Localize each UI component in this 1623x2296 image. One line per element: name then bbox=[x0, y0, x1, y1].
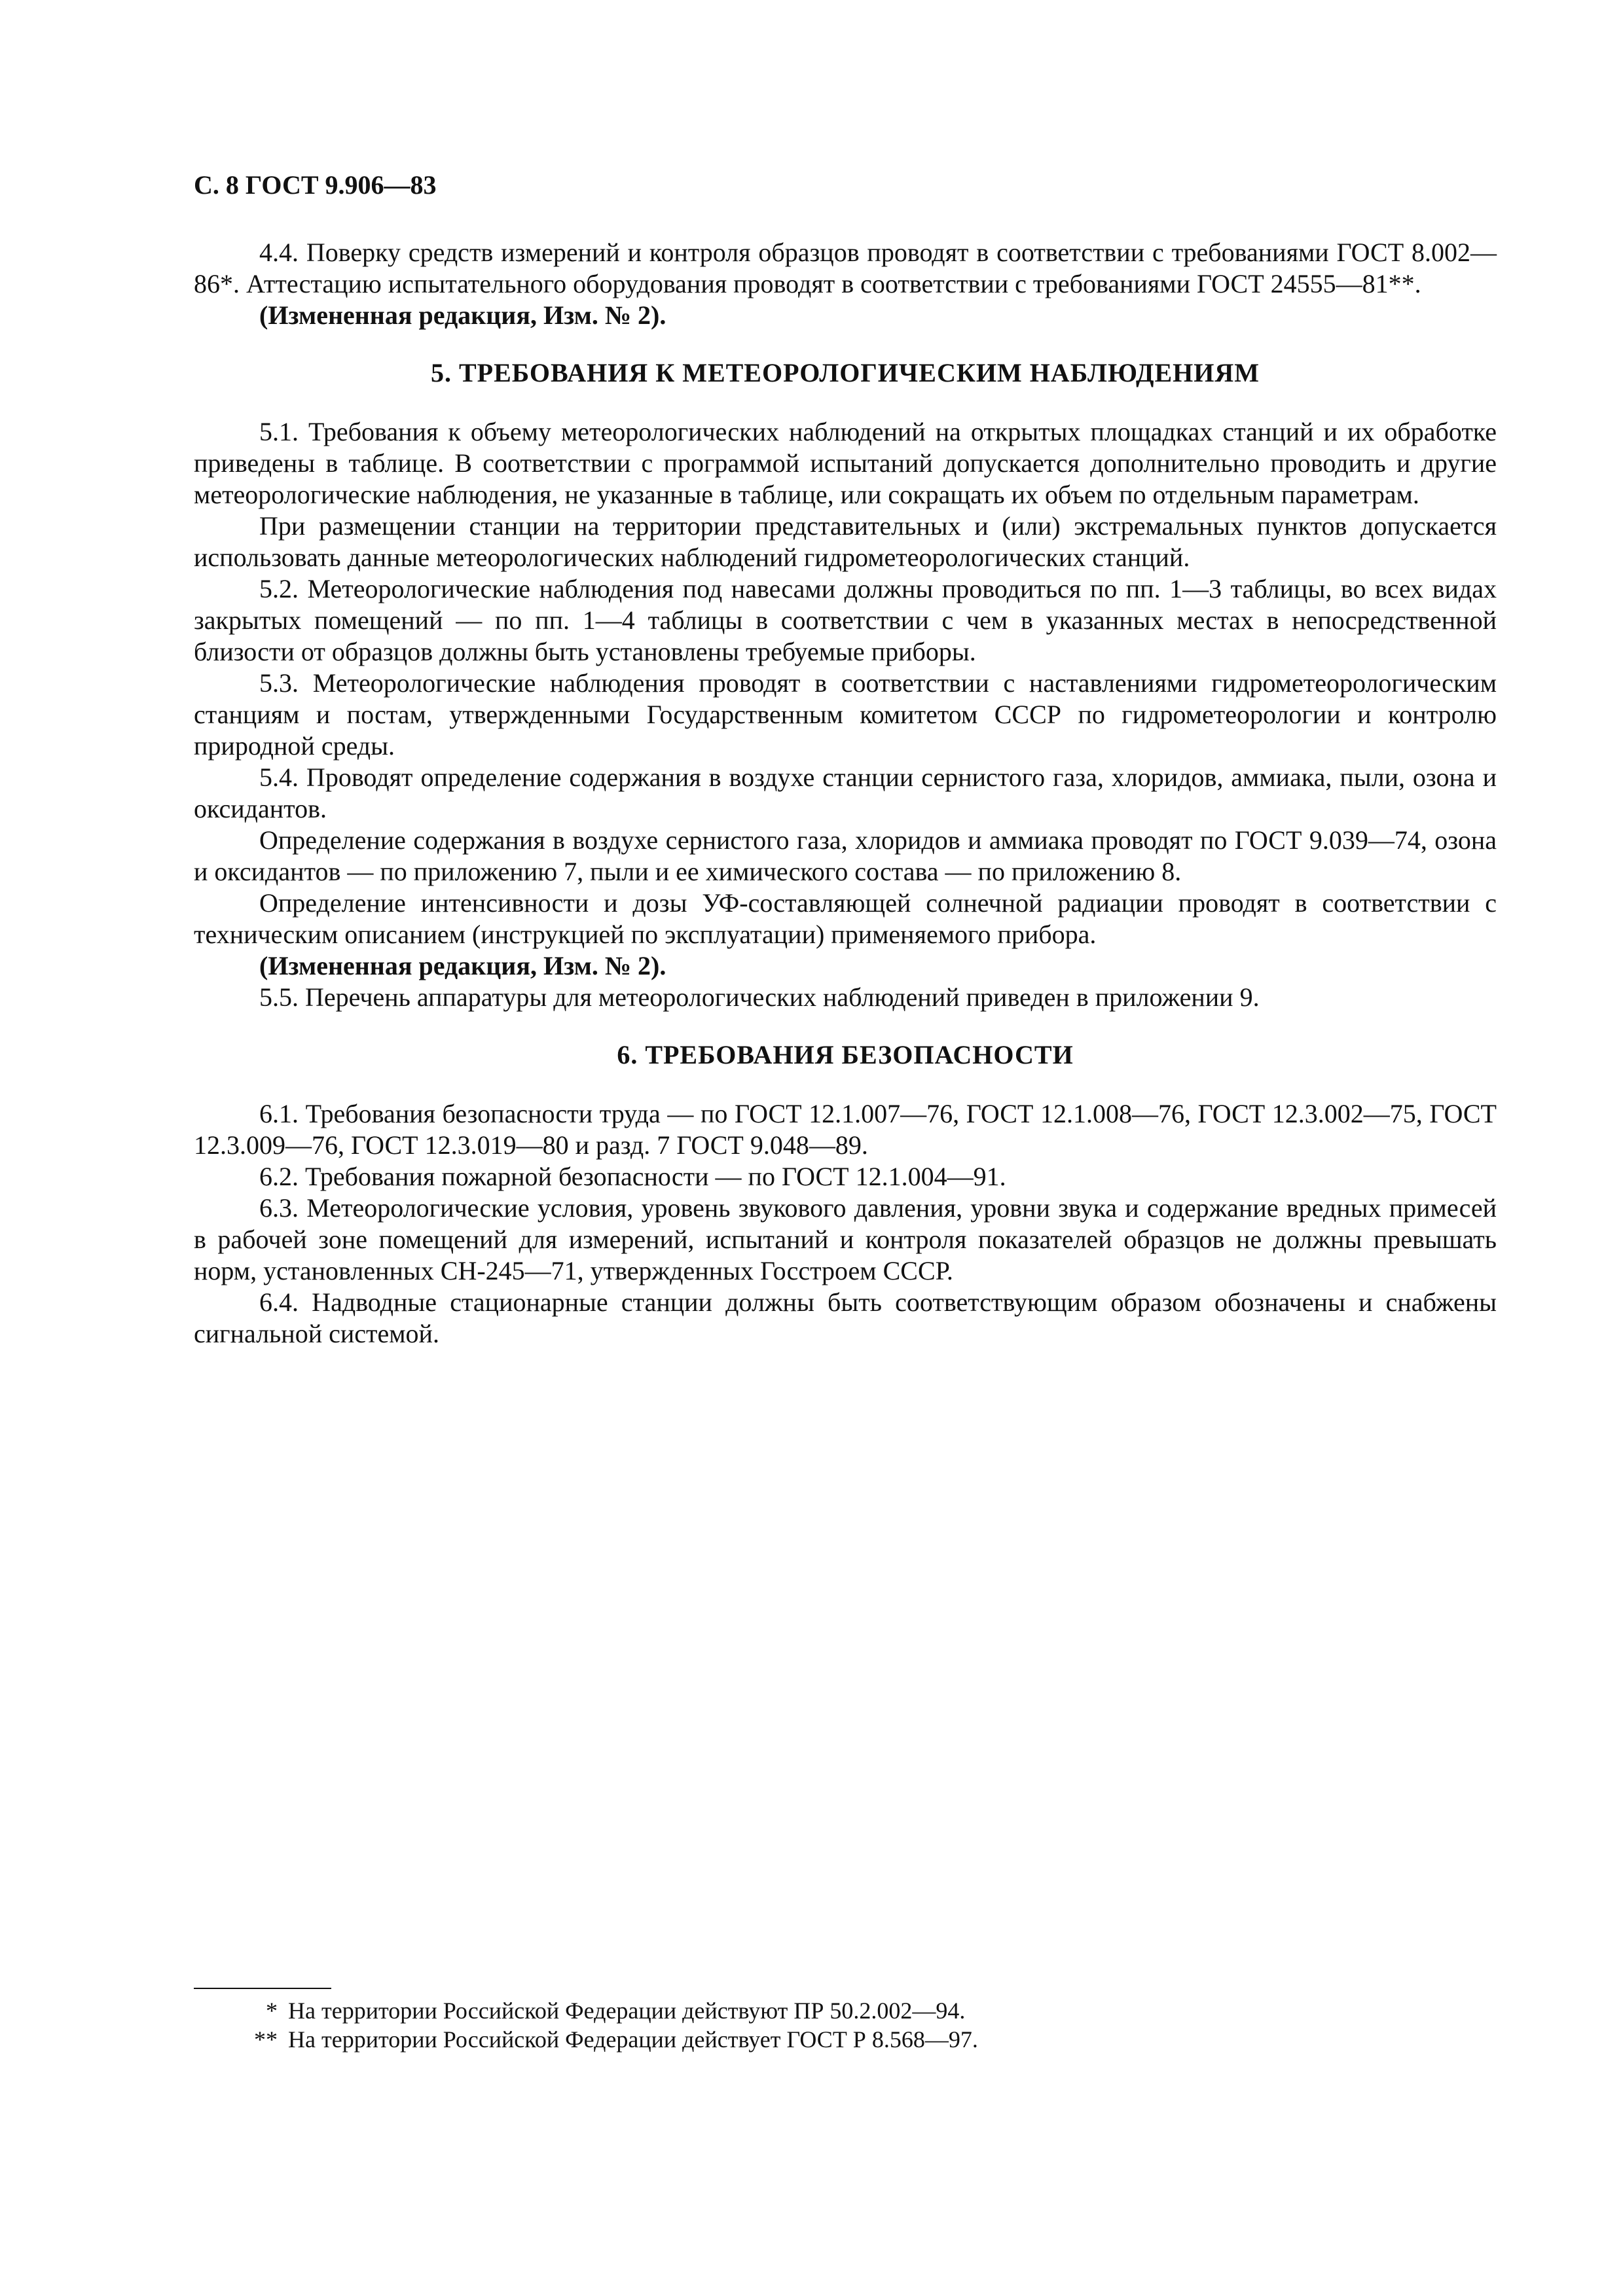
paragraph: Определение интенсивности и дозы УФ-составляющей солнечной радиации проводят в соответствии с техническим описанием (инструкцией по эксплуатации) применяемого прибора. bbox=[194, 888, 1497, 949]
paragraph: Определение содержания в воздухе сернистого газа, хлоридов и аммиака проводят по ГОСТ 9.039—74, озона и оксидантов — по приложению 7, пыли и ее химического состава — по приложению 8. bbox=[194, 825, 1497, 886]
footnote bbox=[194, 1996, 1307, 2025]
footnote-text: На территории Российской Федерации действуют ПР 50.2.002—94. bbox=[288, 1998, 966, 2024]
paragraph: 6.2. Требования пожарной безопасности — по ГОСТ 12.1.004—91. bbox=[259, 1162, 1006, 1191]
footnote-text: На территории Российской Федерации действует ГОСТ Р 8.568—97. bbox=[288, 2026, 978, 2053]
section-heading: 6. ТРЕБОВАНИЯ БЕЗОПАСНОСТИ bbox=[617, 1040, 1074, 1069]
footnotes bbox=[194, 1996, 1307, 2054]
paragraph: 5.2. Метеорологические наблюдения под навесами должны проводиться по пп. 1—3 таблицы, во всех видах закрытых помещений — по пп. 1—4 таблицы в соответствии с чем в указанных местах в непосредственной близости от образцов должны быть установлены требуемые приборы. bbox=[194, 574, 1497, 666]
section-heading: 5. ТРЕБОВАНИЯ К МЕТЕОРОЛОГИЧЕСКИМ НАБЛЮДЕНИЯМ bbox=[430, 358, 1260, 387]
paragraph: 6.4. Надводные стационарные станции должны быть соответствующим образом обозначены и снабжены сигнальной системой. bbox=[194, 1287, 1497, 1348]
paragraph: При размещении станции на территории представительных и (или) экстремальных пунктов допускается использовать данные метеорологических наблюдений гидрометеорологических станций. bbox=[194, 511, 1497, 572]
paragraph: 6.3. Метеорологические условия, уровень звукового давления, уровни звука и содержание вредных примесей в рабочей зоне помещений для измерений, испытаний и контроля показателей образцов не должны превышать норм, установленных СН-245—71, утвержденных Госстроем СССР. bbox=[194, 1193, 1497, 1285]
paragraph: 4.4. Поверку средств измерений и контроля образцов проводят в соответствии с требованиями ГОСТ 8.002—86*. Аттестацию испытательного оборудования проводят в соответствии с требованиями ГОСТ 24555—81**. bbox=[194, 238, 1497, 298]
footnote bbox=[194, 2025, 1307, 2054]
document-body bbox=[194, 237, 1497, 1350]
revision-note: (Измененная редакция, Изм. № 2). bbox=[259, 951, 666, 980]
paragraph: 5.3. Метеорологические наблюдения проводят в соответствии с наставлениями гидрометеорологическим станциям и постам, утвержденными Государственным комитетом СССР по гидрометеорологии и контролю природной среды. bbox=[194, 668, 1497, 761]
revision-note: (Измененная редакция, Изм. № 2). bbox=[259, 300, 666, 330]
paragraph: 5.5. Перечень аппаратуры для метеорологических наблюдений приведен в приложении 9. bbox=[259, 982, 1260, 1012]
paragraph: 5.1. Требования к объему метеорологических наблюдений на открытых площадках станций и их обработке приведены в таблице. В соответствии с программой испытаний допускается дополнительно проводить и другие метеорологические наблюдения, не указанные в таблице, или сокращать их объем по отдельным параметрам. bbox=[194, 417, 1497, 509]
footnote-divider bbox=[194, 1988, 331, 1989]
footnote-mark: * bbox=[266, 1998, 278, 2024]
page-header: С. 8 ГОСТ 9.906—83 bbox=[194, 170, 437, 200]
paragraph: 6.1. Требования безопасности труда — по ГОСТ 12.1.007—76, ГОСТ 12.1.008—76, ГОСТ 12.3.002—75, ГОСТ 12.3.009—76, ГОСТ 12.3.019—80 и разд. 7 ГОСТ 9.048—89. bbox=[194, 1099, 1497, 1160]
footnote-mark: ** bbox=[254, 2026, 278, 2053]
paragraph: 5.4. Проводят определение содержания в воздухе станции сернистого газа, хлоридов, аммиака, пыли, озона и оксидантов. bbox=[194, 762, 1497, 823]
